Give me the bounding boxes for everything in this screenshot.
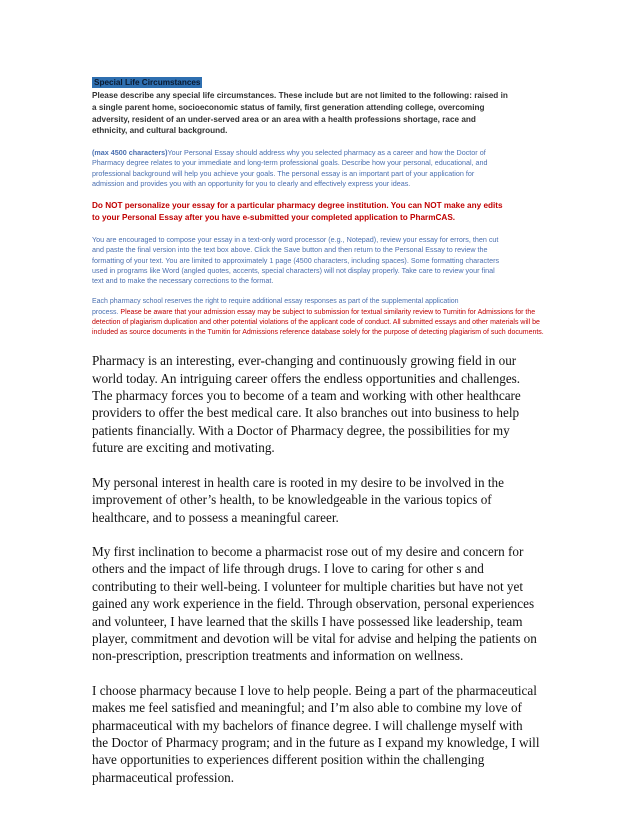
plagiarism-lead-2: process. — [92, 308, 121, 316]
essay-guidance — [92, 148, 554, 189]
plagiarism-warning: Please be aware that your admission essay may be subject to submission for textual similarity review to Turnitin for Admissions for the detection of plagiarism duplication and other potential violations of the applicant code of conduct. All submitted essays and other materials will be included as source documents in the Turnitin for Admissions reference database solely for the purpose of detecting plagiarism of such documents. — [92, 308, 544, 337]
essay-line: contributing to their well-being. I volunteer for multiple charities but have not yet — [92, 578, 524, 594]
essay-line: others and the impact of life through drugs. I love to caring for other s and — [92, 561, 484, 577]
plagiarism-lead: Each pharmacy school reserves the right to require additional essay responses as part of the supplemental application — [92, 298, 459, 306]
essay-line: Pharmacy is an interesting, ever-changing and continuously growing field in our — [92, 353, 517, 369]
essay-line: player, commitment and devotion will be vital for advise and helping the patients on — [92, 630, 537, 646]
essay-line: the Doctor of Pharmacy program; and in the future as I expand my knowledge, I will — [92, 734, 540, 750]
instruction-line: used in programs like Word (angled quotes, accents, special characters) will not display properly. Take care to review your final — [92, 265, 495, 275]
instruction-line: and paste the final version into the text box above. Click the Save button and then return to the Personal Essay to review the — [92, 245, 488, 255]
essay-paragraph — [92, 543, 554, 665]
essay-paragraph — [92, 474, 554, 526]
essay-paragraph — [92, 352, 554, 456]
essay-line: patients financially. With a Doctor of Pharmacy degree, the possibilities for my — [92, 422, 510, 438]
section-heading: Special Life Circumstances — [94, 78, 201, 87]
essay-line: My first inclination to become a pharmacist rose out of my desire and concern for — [92, 543, 524, 559]
essay-line: makes me feel satisfied and meaningful; and I’m also able to combine my love of — [92, 700, 522, 716]
prompt-line: Please describe any special life circumstances. These include but are not limited to the following: raised in — [92, 91, 508, 100]
essay-line: future are exciting and motivating. — [92, 440, 275, 456]
warning-line: Do NOT personalize your essay for a particular pharmacy degree institution. You can NOT make any edits — [92, 201, 503, 211]
warning-line: to your Personal Essay after you have e-submitted your completed application to PharmCAS. — [92, 213, 456, 223]
guidance-line: Pharmacy degree relates to your immediate and long-term professional goals. Describe how your personal, educational, and — [92, 158, 488, 168]
essay-line: gained any work experience in the field. Through observation, personal experiences — [92, 596, 535, 612]
instruction-line: text and to make the necessary corrections to the format. — [92, 276, 274, 286]
guidance-line: admission and provides you with an opportunity for you to clearly and effectively express your ideas. — [92, 179, 411, 189]
prompt-line: adversity, resident of an under-served area or an area with a health professions shortage, race and — [92, 114, 476, 124]
guidance-line: Your Personal Essay should address why you selected pharmacy as a career and how the Doctor of — [167, 148, 486, 158]
prompt-line: a single parent home, socioeconomic status of family, first generation attending college, overcoming — [92, 102, 485, 112]
essay-line: I choose pharmacy because I love to help people. Being a part of the pharmaceutical — [92, 682, 537, 698]
essay-line: non-prescription, prescription treatments and information on wellness. — [92, 648, 464, 664]
character-limit: (max 4500 characters) — [92, 148, 168, 158]
formatting-instructions — [92, 235, 554, 286]
essay-paragraph — [92, 682, 554, 786]
essay-line: improvement of other’s health, to be knowledgeable in the various topics of — [92, 492, 492, 508]
essay-line: have opportunities to experiences different position within the challenging — [92, 752, 485, 768]
essay-line: pharmaceutical profession. — [92, 769, 235, 785]
prompt-text — [92, 90, 554, 137]
essay-line: My personal interest in health care is rooted in my desire to be involved in the — [92, 474, 504, 490]
essay-line: pharmaceutical with my bachelors of finance degree. I will challenge myself with — [92, 717, 523, 733]
essay-line: and volunteer, I have learned that the skills I have possessed like leadership, team — [92, 613, 523, 629]
prompt-line: ethnicity, and cultural background. — [92, 126, 228, 136]
essay-line: world today. An intriguing career offers the endless opportunities and challenges. — [92, 370, 521, 386]
document-content — [92, 72, 554, 786]
essay-line: healthcare, and to possess a meaningful career. — [92, 509, 339, 525]
plagiarism-notice — [92, 297, 554, 338]
guidance-line: professional background will help you achieve your goals. The personal essay is an important part of your application for — [92, 168, 475, 178]
warning-text — [92, 200, 554, 224]
instruction-line: formatting of your text. You are limited to approximately 1 page (4500 characters, including spaces). Some formatting characters — [92, 255, 500, 265]
essay-line: providers to offer the best medical care. It also branches out into business to help — [92, 405, 520, 421]
essay-line: The pharmacy forces you to become of a team and working with other healthcare — [92, 388, 521, 404]
instruction-line: You are encouraged to compose your essay in a text-only word processor (e.g., Notepad), review your essay for errors, then cut — [92, 234, 499, 244]
